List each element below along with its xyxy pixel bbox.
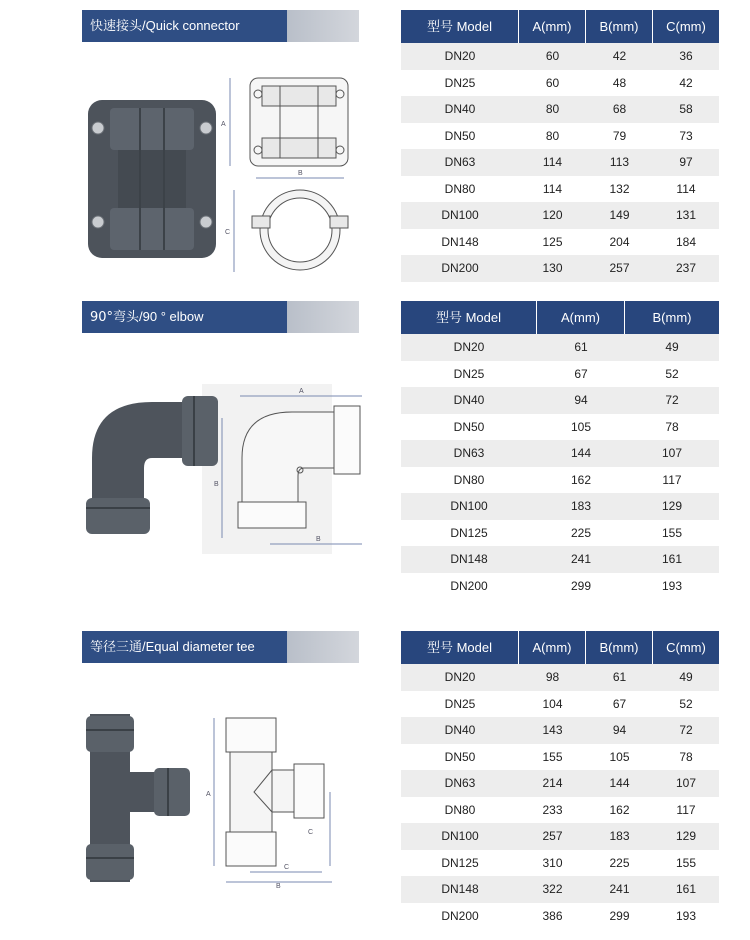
cell-c: 131 xyxy=(675,208,697,222)
cell-c: 107 xyxy=(675,776,697,790)
elbow-image xyxy=(82,378,368,558)
cell-b: 257 xyxy=(609,261,630,275)
cell-a: 225 xyxy=(570,525,592,540)
cell-c: 42 xyxy=(679,75,693,90)
dim-label-b: B xyxy=(298,170,303,177)
table-row xyxy=(401,691,719,718)
header-model: 型号 Model xyxy=(401,301,537,334)
cell-c: 97 xyxy=(679,155,693,169)
cell-c: 73 xyxy=(679,128,693,143)
cell-model: DN63 xyxy=(444,155,476,169)
elbow-table xyxy=(401,301,719,599)
header-a: A(mm) xyxy=(519,10,586,43)
header-b: B(mm) xyxy=(586,10,653,43)
table-row xyxy=(401,876,719,903)
cell-b: 144 xyxy=(609,776,630,790)
table-header xyxy=(401,631,719,664)
cell-a: 241 xyxy=(570,552,592,566)
table-row xyxy=(401,361,719,388)
header-b: B(mm) xyxy=(652,310,692,325)
cell-b: 129 xyxy=(661,499,683,513)
dim-label-b2: B xyxy=(316,536,321,543)
cell-a: 183 xyxy=(570,499,592,513)
cell-a: 80 xyxy=(545,102,560,116)
cell-a: 94 xyxy=(574,393,588,407)
tee-table xyxy=(401,631,719,929)
cell-a: 214 xyxy=(542,776,563,790)
section-title-en: /Equal diameter tee xyxy=(142,639,255,654)
cell-a: 60 xyxy=(545,49,560,63)
cell-a: 80 xyxy=(545,128,560,143)
quick-connector-photo xyxy=(88,100,216,258)
cell-model: DN125 xyxy=(441,855,479,870)
cell-model: DN25 xyxy=(453,366,485,381)
cell-b: 193 xyxy=(661,578,683,593)
cell-b: 72 xyxy=(665,393,679,407)
quick-connector-table xyxy=(401,10,719,282)
dim-label-c: C xyxy=(284,864,290,871)
cell-a: 98 xyxy=(545,670,560,684)
table-row xyxy=(401,717,719,744)
cell-b: 225 xyxy=(609,855,630,870)
cell-c: 193 xyxy=(675,908,697,923)
cell-model: DN63 xyxy=(453,446,485,460)
cell-model: DN80 xyxy=(444,802,476,817)
cell-model: DN40 xyxy=(453,393,485,407)
cell-a: 386 xyxy=(542,908,563,923)
cell-a: 257 xyxy=(542,829,563,843)
cell-c: 161 xyxy=(675,882,697,896)
section-title-en: /Quick connector xyxy=(142,18,240,33)
table-row xyxy=(401,255,719,282)
cell-model: DN40 xyxy=(444,102,476,116)
quick-connector-image xyxy=(82,72,362,282)
dim-label-a: A xyxy=(221,121,226,128)
cell-model: DN50 xyxy=(444,749,476,764)
cell-a: 144 xyxy=(570,446,592,460)
quick-connector-drawing-top xyxy=(221,78,348,166)
section-title-zh: 快速接头 xyxy=(90,19,143,34)
cell-b: 241 xyxy=(609,882,630,896)
table-row xyxy=(401,414,719,441)
cell-a: 120 xyxy=(542,208,563,222)
header-b: B(mm) xyxy=(586,631,653,664)
dim-label-b: B xyxy=(276,883,281,888)
cell-b: 161 xyxy=(661,552,683,566)
cell-c: 52 xyxy=(679,696,693,711)
cell-model: DN20 xyxy=(453,340,485,354)
cell-b: 155 xyxy=(661,525,683,540)
cell-model: DN50 xyxy=(444,128,476,143)
cell-c: 129 xyxy=(675,829,697,843)
cell-a: 233 xyxy=(542,802,563,817)
table-row xyxy=(401,176,719,203)
dim-label-c2: C xyxy=(308,829,314,836)
dim-label-a: A xyxy=(206,791,211,798)
cell-b: 105 xyxy=(609,749,630,764)
header-c: C(mm) xyxy=(666,19,706,34)
cell-b: 49 xyxy=(665,340,679,354)
cell-model: DN25 xyxy=(444,75,476,90)
cell-model: DN40 xyxy=(444,723,476,737)
table-row xyxy=(401,123,719,150)
cell-c: 117 xyxy=(676,802,696,817)
cell-a: 143 xyxy=(542,723,563,737)
cell-b: 79 xyxy=(612,128,627,143)
cell-c: 184 xyxy=(675,234,697,249)
cell-c: 36 xyxy=(679,49,693,63)
table-row xyxy=(401,546,719,573)
table-row xyxy=(401,744,719,771)
cell-c: 58 xyxy=(679,102,693,116)
cell-model: DN50 xyxy=(453,419,485,434)
header-c: C(mm) xyxy=(666,640,706,655)
cell-b: 183 xyxy=(609,829,630,843)
cell-b: 52 xyxy=(665,366,679,381)
cell-a: 105 xyxy=(570,419,592,434)
table-row xyxy=(401,70,719,97)
table-header xyxy=(401,10,719,43)
table-header xyxy=(401,301,719,334)
cell-model: DN80 xyxy=(453,472,485,487)
cell-a: 60 xyxy=(545,75,560,90)
cell-c: 237 xyxy=(675,261,697,275)
table-row xyxy=(401,493,719,520)
dim-label-a: A xyxy=(299,388,304,395)
cell-model: DN63 xyxy=(444,776,476,790)
cell-a: 67 xyxy=(574,366,588,381)
table-row xyxy=(401,440,719,467)
section-title xyxy=(82,301,359,333)
table-row xyxy=(401,149,719,176)
cell-a: 299 xyxy=(570,578,592,593)
cell-model: DN200 xyxy=(441,908,479,923)
cell-b: 113 xyxy=(609,155,630,169)
cell-model: DN20 xyxy=(444,49,476,63)
cell-b: 67 xyxy=(612,696,627,711)
cell-a: 162 xyxy=(570,472,592,487)
table-row xyxy=(401,770,719,797)
table-row xyxy=(401,903,719,930)
cell-model: DN148 xyxy=(441,234,479,249)
cell-model: DN125 xyxy=(450,525,488,540)
cell-model: DN148 xyxy=(441,882,479,896)
cell-model: DN200 xyxy=(450,578,488,593)
table-row xyxy=(401,823,719,850)
cell-b: 162 xyxy=(609,802,630,817)
cell-b: 132 xyxy=(609,181,630,196)
section-title xyxy=(82,631,359,663)
cell-c: 78 xyxy=(679,749,693,764)
header-a: A(mm) xyxy=(519,631,586,664)
tee-drawing xyxy=(206,718,332,888)
table-row xyxy=(401,520,719,547)
dim-label-b: B xyxy=(214,481,219,488)
section-title xyxy=(82,10,359,42)
table-row xyxy=(401,850,719,877)
table-row xyxy=(401,797,719,824)
table-row xyxy=(401,334,719,361)
cell-b: 78 xyxy=(665,419,679,434)
table-body xyxy=(401,664,719,929)
cell-a: 114 xyxy=(542,181,563,196)
table-row xyxy=(401,43,719,70)
table-row xyxy=(401,229,719,256)
dim-label-c: C xyxy=(225,229,231,236)
table-row xyxy=(401,96,719,123)
header-a: A(mm) xyxy=(537,301,625,334)
section-title-zh: 90°弯头 xyxy=(90,310,140,325)
table-body xyxy=(401,43,719,282)
cell-a: 104 xyxy=(542,696,563,711)
table-row xyxy=(401,573,719,600)
cell-a: 125 xyxy=(542,234,563,249)
table-row xyxy=(401,387,719,414)
cell-a: 155 xyxy=(542,749,563,764)
header-model: 型号 Model xyxy=(401,631,519,664)
cell-b: 42 xyxy=(612,49,627,63)
cell-model: DN100 xyxy=(441,829,479,843)
cell-c: 114 xyxy=(676,181,696,196)
cell-b: 204 xyxy=(609,234,630,249)
cell-model: DN100 xyxy=(441,208,479,222)
header-model: 型号 Model xyxy=(401,10,519,43)
cell-b: 117 xyxy=(662,472,682,487)
tee-photo xyxy=(86,714,190,882)
table-row xyxy=(401,467,719,494)
cell-model: DN200 xyxy=(441,261,479,275)
section-title-zh: 等径三通 xyxy=(90,640,143,655)
cell-model: DN100 xyxy=(450,499,488,513)
cell-b: 48 xyxy=(612,75,627,90)
section-title-en: /90 ° elbow xyxy=(139,309,204,324)
cell-b: 107 xyxy=(661,446,683,460)
table-row xyxy=(401,202,719,229)
cell-b: 61 xyxy=(612,670,627,684)
cell-a: 114 xyxy=(542,155,563,169)
cell-model: DN20 xyxy=(444,670,476,684)
cell-b: 68 xyxy=(612,102,627,116)
table-row xyxy=(401,664,719,691)
tee-image xyxy=(82,708,342,888)
cell-c: 72 xyxy=(679,723,693,737)
quick-connector-drawing-side xyxy=(225,170,348,272)
cell-a: 61 xyxy=(574,340,588,354)
cell-a: 322 xyxy=(542,882,563,896)
cell-model: DN148 xyxy=(450,552,488,566)
cell-a: 130 xyxy=(542,261,563,275)
cell-b: 299 xyxy=(609,908,630,923)
cell-c: 49 xyxy=(679,670,693,684)
cell-c: 155 xyxy=(675,855,697,870)
cell-model: DN25 xyxy=(444,696,476,711)
table-body xyxy=(401,334,719,599)
cell-model: DN80 xyxy=(444,181,476,196)
cell-b: 149 xyxy=(609,208,630,222)
cell-b: 94 xyxy=(612,723,627,737)
cell-a: 310 xyxy=(542,855,563,870)
